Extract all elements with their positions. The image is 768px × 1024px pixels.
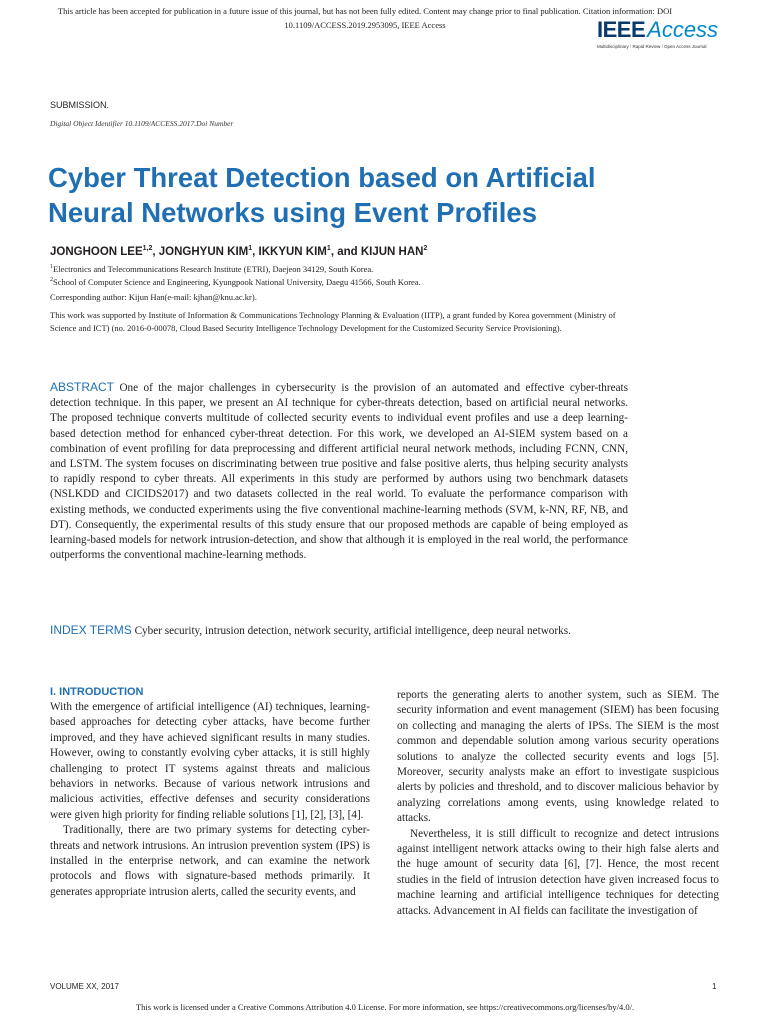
author-separator: , (252, 245, 259, 258)
author-separator: , (152, 245, 159, 258)
paragraph: With the emergence of artificial intelligence (AI) techniques, learning-based approaches for detecting cyber attacks, have become further improved, and they have achieved significant results in many studies. However, owing to constantly evolving cyber attacks, it is still highly challenging to protect IT systems against threats and malicious behaviors in networks. Because of various network intrusions and malicious activities, effective defenses and security considerations were given high priority for finding reliable solutions [1], [2], [3], [4]. (50, 701, 370, 821)
author-name: KIJUN HAN (360, 245, 424, 258)
index-terms (50, 623, 628, 640)
affiliation-1 (50, 262, 373, 275)
author-name: JONGHYUN KIM (158, 245, 249, 258)
affiliation-mark: 2 (50, 277, 53, 283)
license-notice: This work is licensed under a Creative Commons Attribution 4.0 License. For more information, see https://creativecommons.org/licenses/by/4.0/. (135, 1002, 635, 1012)
author-list (50, 245, 427, 258)
footer-page-number: 1 (712, 982, 717, 991)
affiliation-text: School of Computer Science and Engineering, Kyungpook National University, Daegu 41566, South Korea. (53, 276, 421, 287)
author-name: JONGHOON LEE (50, 245, 143, 258)
submission-label: SUBMISSION. (50, 100, 110, 110)
affiliation-2 (50, 275, 421, 288)
author-name: IKKYUN KIM (258, 245, 327, 258)
paragraph: Nevertheless, it is still difficult to recognize and detect intrusions against intelligent network attacks owing to their high false alerts and the huge amount of security data [6], [7]. Hence, the most recent studies in the field of intrusion detection have given increased focus to machine learning and artificial intelligence techniques for detecting attacks. Advancement in AI fields can facilitate the investigation of (397, 827, 719, 917)
notice-line-1: This article has been accepted for publication in a future issue of this journal, but has not been fully edited. Content may change prior to final publication. Citation information: DOI (57, 6, 673, 16)
index-terms-text: Cyber security, intrusion detection, network security, artificial intelligence, deep neural networks. (134, 625, 571, 637)
ieee-access-logo (597, 18, 737, 60)
section-heading: I. INTRODUCTION (50, 686, 144, 698)
author-affiliation-mark: 1,2 (142, 245, 153, 252)
publication-notice (40, 4, 690, 32)
author-separator: , and (330, 245, 361, 258)
corresponding-author: Corresponding author: Kijun Han(e-mail: kjhan@knu.ac.kr). (50, 292, 257, 302)
affiliation-mark: 1 (50, 264, 53, 270)
notice-line-2: 10.1109/ACCESS.2019.2953095, IEEE Access (284, 20, 446, 30)
paragraph: Traditionally, there are two primary systems for detecting cyber-threats and network intrusions. An intrusion prevention system (IPS) is installed in the enterprise network, and can examine the network protocols and flows with signature-based methods primarily. It generates appropriate intrusion alerts, called the security events, and (50, 824, 370, 898)
abstract (50, 380, 628, 563)
body-column-right (397, 688, 719, 919)
logo-ieee: IEEE (597, 17, 646, 42)
author-affiliation-mark: 2 (423, 245, 428, 252)
footer-volume: VOLUME XX, 2017 (50, 982, 119, 991)
abstract-text: One of the major challenges in cybersecurity is the provision of an automated and effective cyber-threats detection technique. In this paper, we present an AI technique for cyber-threats detection, based on artificial neural networks. The proposed technique converts multitude of collected security events to individual event profiles and use a deep learning-based detection method for enhanced cyber-threat detection. For this work, we developed an AI-SIEM system based on a combination of event profiling for data preprocessing and different artificial neural network methods, including FCNN, CNN, and LSTM. The system focuses on discriminating between true positive and false positive alerts, thus helping security analysts to rapidly respond to cyber threats. All experiments in this study are performed by authors using two benchmark datasets (NSLKDD and CICIDS2017) and two datasets collected in the real world. To evaluate the performance comparison with existing methods, we conducted experiments using the five conventional machine-learning methods (SVM, k-NN, RF, NB, and DT). Consequently, the experimental results of this study ensure that our proposed methods are capable of being employed as learning-based models for network intrusion-detection, and show that although it is employed in the real world, the performance outperforms the conventional machine-learning methods. (50, 382, 628, 562)
funding-note: This work was supported by Institute of Information & Communications Technology Planning & Evaluation (IITP), a grant funded by Korea government (Ministry of Science and ICT) (no. 2016-0-00078, Cloud Based Security Intelligence Technology Development for the Customized Security Service Provisioning). (50, 310, 616, 333)
logo-wordmark (597, 18, 737, 42)
body-column-left (50, 685, 370, 900)
logo-access: Access (647, 17, 719, 42)
doi-line: Digital Object Identifier 10.1109/ACCESS.2017.Doi Number (50, 119, 234, 128)
article-title: Cyber Threat Detection based on Artificial Neural Networks using Event Profiles (48, 162, 596, 228)
abstract-label: ABSTRACT (50, 380, 115, 394)
index-terms-label: INDEX TERMS (50, 623, 132, 637)
logo-tagline: Multidisciplinary ⁞ Rapid Review ⁞ Open Access Journal (597, 44, 707, 49)
affiliation-text: Electronics and Telecommunications Research Institute (ETRI), Daejeon 34129, South Korea. (53, 263, 374, 274)
author-affiliation-mark: 1 (248, 245, 253, 252)
author-affiliation-mark: 1 (326, 245, 331, 252)
paragraph: reports the generating alerts to another system, such as SIEM. The security information and event management (SIEM) has been focusing on collecting and managing the alerts of IPSs. The SIEM is the most common and dependable solution among various security operations solutions to analyze the collected security events and logs [5]. Moreover, security analysts make an effort to investigate suspicious alerts by policies and threshold, and to discover malicious behavior by analyzing correlations among events, using knowledge related to attacks. (397, 689, 719, 825)
